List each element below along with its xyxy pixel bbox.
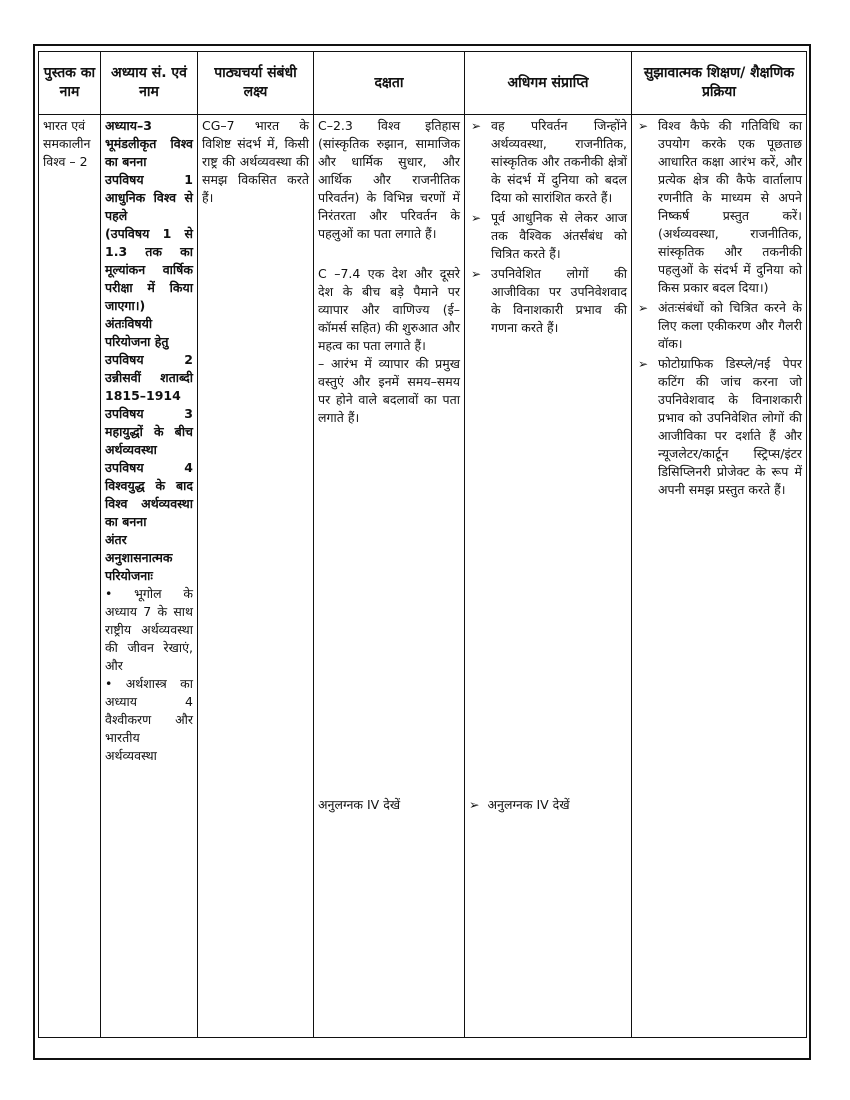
learning-outcome-2: पूर्व आधुनिक से लेकर आज तक वैश्विक अंतर्संबंध को चित्रित करते हैं।: [491, 210, 627, 261]
chapter-subtopic-4: उपविषय 4 विश्वयुद्ध के बाद विश्व अर्थव्यवस्था का बनना: [105, 460, 193, 529]
chapter-bullet-2: [105, 675, 193, 765]
chapter-subtopic-3: उपविषय 3 महायुद्धों के बीच अर्थव्यवस्था: [105, 406, 193, 457]
arrowhead-bullet-icon: ➢: [471, 119, 482, 133]
learning-outcome-annex: [469, 796, 570, 814]
header-curricular-goal: पाठ्यचर्या संबंधी लक्ष्य: [198, 52, 314, 115]
dot-bullet-icon: •: [105, 676, 126, 691]
arrowhead-bullet-icon: ➢: [471, 267, 482, 281]
competency-1: C–2.3 विश्व इतिहास (सांस्कृतिक रुझान, सामाजिक और धार्मिक सुधार, और आर्थिक और राजनीतिक परिवर्तन) के विभिन्न चरणों में निरंतरता और परिवर्तन के पहलुओं का पता लगाते हैं।: [318, 118, 460, 241]
chapter-bullet-1: [105, 585, 193, 675]
content-row: [39, 115, 807, 1038]
arrowhead-bullet-icon: ➢: [469, 797, 480, 812]
list-item: [469, 209, 627, 263]
chapter-cell: [101, 115, 198, 1038]
pedagogy-1: विश्व कैफे की गतिविधि का उपयोग करके एक पूछताछ आधारित कक्षा आरंभ करें, और प्रत्येक क्षेत्र की कैफे वार्तालाप रणनीति के माध्यम से अपने निष्कर्ष प्रस्तुत करें। (अर्थव्यवस्था, राजनीतिक, सांस्कृतिक और तकनीकी पहलुओं के संदर्भ में दुनिया को किस प्रकार बदल दिया।): [658, 118, 802, 295]
chapter-subtopic-1: उपविषय 1 आधुनिक विश्व से पहले: [105, 172, 193, 223]
competency-3: – आरंभ में व्यापार की प्रमुख वस्तुएं और इनमें समय–समय पर होने वाले बदलावों का पता लगाते हैं।: [318, 356, 460, 425]
list-item: [469, 117, 627, 207]
header-row: [39, 52, 807, 115]
header-book: पुस्तक का नाम: [39, 52, 101, 115]
chapter-project-heading: अंतःविषयी परियोजना हेतु: [105, 316, 169, 349]
list-item: [469, 265, 627, 337]
learning-outcome-3: उपनिवेशित लोगों की आजीविका पर उपनिवेशवाद के विनाशकारी प्रभाव की गणना करते हैं।: [491, 266, 627, 335]
arrowhead-bullet-icon: ➢: [638, 357, 649, 371]
arrowhead-bullet-icon: ➢: [638, 301, 649, 315]
learning-outcome-annex-text: अनुलग्नक IV देखें: [487, 797, 570, 812]
chapter-eval-note: (उपविषय 1 से 1.3 तक का मूल्यांकन वार्षिक परीक्षा में किया जाएगा।): [105, 226, 193, 313]
pedagogy-list: [636, 117, 802, 499]
chapter-bullet-2-text: अर्थशास्त्र का अध्याय 4 वैश्वीकरण और भारतीय अर्थव्यवस्था: [105, 676, 193, 763]
pedagogy-3: फोटोग्राफिक डिस्प्ले/नई पेपर कटिंग की जांच करना जो उपनिवेशवाद के विनाशकारी प्रभाव को उपनिवेशित लोगों की आजीविका पर दर्शाते हैं और न्यूजलेटर/कार्टून स्ट्रिप्स/इंटर डिसिप्लिनरी प्रोजेक्ट के रूप में अपनी समझ प्रस्तुत करते हैं।: [658, 356, 802, 497]
list-item: [636, 299, 802, 353]
book-name: भारत एवं समकालीन विश्व – 2: [43, 118, 91, 169]
pedagogy-cell: [632, 115, 807, 1038]
learning-outcome-1: वह परिवर्तन जिन्होंने अर्थव्यवस्था, राजनीतिक, सांस्कृतिक और तकनीकी क्षेत्रों के संदर्भ में दुनिया को बदल दिया को सारांशित करते हैं।: [491, 118, 627, 205]
header-learning-outcome: अधिगम संप्राप्ति: [465, 52, 632, 115]
chapter-bullet-1-text: भूगोल के अध्याय 7 के साथ राष्ट्रीय अर्थव्यवस्था की जीवन रेखाएं, और: [105, 586, 193, 673]
learning-outcome-cell: [465, 115, 632, 1038]
list-item: [636, 117, 802, 297]
chapter-subtopic-2: उपविषय 2 उन्नीसवीं शताब्दी 1815–1914: [105, 352, 193, 403]
header-chapter: अध्याय सं. एवं नाम: [101, 52, 198, 115]
curricular-goal-text: CG–7 भारत के विशिष्ट संदर्भ में, किसी राष्ट्र की अर्थव्यवस्था की समझ विकसित करते हैं।: [202, 118, 309, 205]
chapter-interdisciplinary: अंतर अनुशासनात्मक परियोजनाः: [105, 532, 173, 583]
header-competency: दक्षता: [314, 52, 465, 115]
arrowhead-bullet-icon: ➢: [471, 211, 482, 225]
competency-2: C –7.4 एक देश और दूसरे देश के बीच बड़े पैमाने पर व्यापार और वाणिज्य (ई–कॉमर्स सहित) की शुरुआत और महत्व का पता लगाते हैं।: [318, 266, 460, 353]
list-item: [636, 355, 802, 499]
learning-outcome-list: [469, 117, 627, 337]
competency-annex-link: अनुलग्नक IV देखें: [318, 797, 401, 812]
dot-bullet-icon: •: [105, 586, 135, 601]
book-name-cell: [39, 115, 101, 1038]
header-pedagogy: सुझावात्मक शिक्षण/ शैक्षणिक प्रक्रिया: [632, 52, 807, 115]
arrowhead-bullet-icon: ➢: [638, 119, 649, 133]
competency-cell: [314, 115, 465, 1038]
pedagogy-2: अंतःसंबंधों को चित्रित करने के लिए कला एकीकरण और गैलरी वॉक।: [658, 300, 802, 351]
curricular-goal-cell: [198, 115, 314, 1038]
syllabus-table: [38, 51, 807, 1038]
chapter-title: अध्याय–3 भूमंडलीकृत विश्व का बनना: [105, 118, 193, 169]
